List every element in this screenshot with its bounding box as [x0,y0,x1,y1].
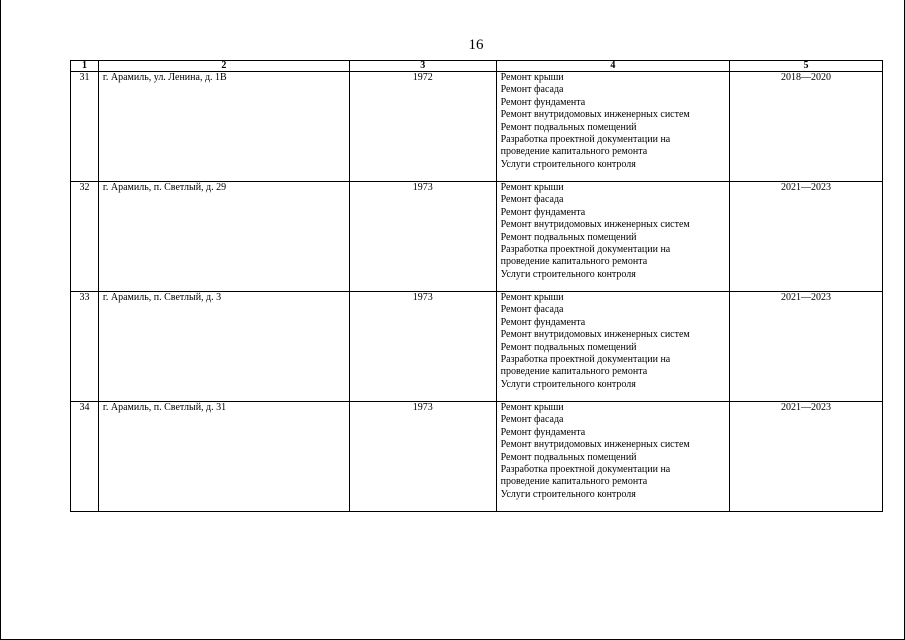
table-row [71,292,883,402]
work-item: проведение капитального ремонта [500,476,648,488]
work-item: Разработка проектной документации на [500,244,671,256]
works-cell [496,182,729,292]
works-cell [496,72,729,182]
work-item: Услуги строительного контроля [500,488,636,500]
column-header-4: 4 [496,61,729,72]
table-body [71,72,883,512]
works-cell [496,292,729,402]
work-item: Услуги строительного контроля [500,158,636,170]
work-item: Ремонт крыши [500,182,564,193]
work-item: Ремонт фундамента [500,426,586,438]
works-cell [496,402,729,512]
column-header-1: 1 [71,61,99,72]
work-item: Разработка проектной документации на [500,134,671,146]
row-number-cell: 33 [71,292,99,402]
work-item: Услуги строительного контроля [500,378,636,390]
page-number: 16 [468,37,484,53]
period-cell: 2021—2023 [730,292,883,402]
address-cell: г. Арамиль, п. Светлый, д. 3 [98,292,349,402]
work-item: Ремонт внутридомовых инженерных систем [500,439,690,451]
work-item: Ремонт крыши [500,292,564,303]
work-item: Разработка проектной документации на [500,354,671,366]
work-item: Ремонт фундамента [500,316,586,328]
table-row [71,402,883,512]
works-list [501,182,725,281]
column-header-2: 2 [98,61,349,72]
work-item: проведение капитального ремонта [500,146,648,158]
work-item: Ремонт внутридомовых инженерных систем [500,109,690,121]
table-row [71,72,883,182]
year-cell: 1973 [349,182,496,292]
address-cell: г. Арамиль, п. Светлый, д. 29 [98,182,349,292]
work-item: Ремонт фасада [500,414,564,426]
work-item: Услуги строительного контроля [500,268,636,280]
works-list [501,402,725,501]
work-item: Ремонт подвальных помещений [500,451,637,463]
period-cell: 2021—2023 [730,182,883,292]
repair-schedule-table [70,60,883,512]
year-cell: 1972 [349,72,496,182]
work-item: Ремонт фасада [500,304,564,316]
row-number-cell: 32 [71,182,99,292]
work-item: Ремонт крыши [500,72,564,83]
work-item: Ремонт внутридомовых инженерных систем [500,219,690,231]
works-list [501,72,725,171]
column-header-5: 5 [730,61,883,72]
table-header-row [71,61,883,72]
row-number-cell: 31 [71,72,99,182]
table-row [71,182,883,292]
period-cell: 2021—2023 [730,402,883,512]
work-item: Ремонт крыши [500,402,564,413]
work-item: Ремонт фасада [500,84,564,96]
work-item: Разработка проектной документации на [500,464,671,476]
year-cell: 1973 [349,292,496,402]
work-item: проведение капитального ремонта [500,366,648,378]
work-item: Ремонт фундамента [500,206,586,218]
work-item: проведение капитального ремонта [500,256,648,268]
year-cell: 1973 [349,402,496,512]
period-cell: 2018—2020 [730,72,883,182]
work-item: Ремонт внутридомовых инженерных систем [500,329,690,341]
address-cell: г. Арамиль, п. Светлый, д. 31 [98,402,349,512]
work-item: Ремонт фундамента [500,96,586,108]
work-item: Ремонт подвальных помещений [500,121,637,133]
row-number-cell: 34 [71,402,99,512]
work-item: Ремонт подвальных помещений [500,231,637,243]
work-item: Ремонт фасада [500,194,564,206]
column-header-3: 3 [349,61,496,72]
address-cell: г. Арамиль, ул. Ленина, д. 1В [98,72,349,182]
works-list [501,292,725,391]
work-item: Ремонт подвальных помещений [500,341,637,353]
